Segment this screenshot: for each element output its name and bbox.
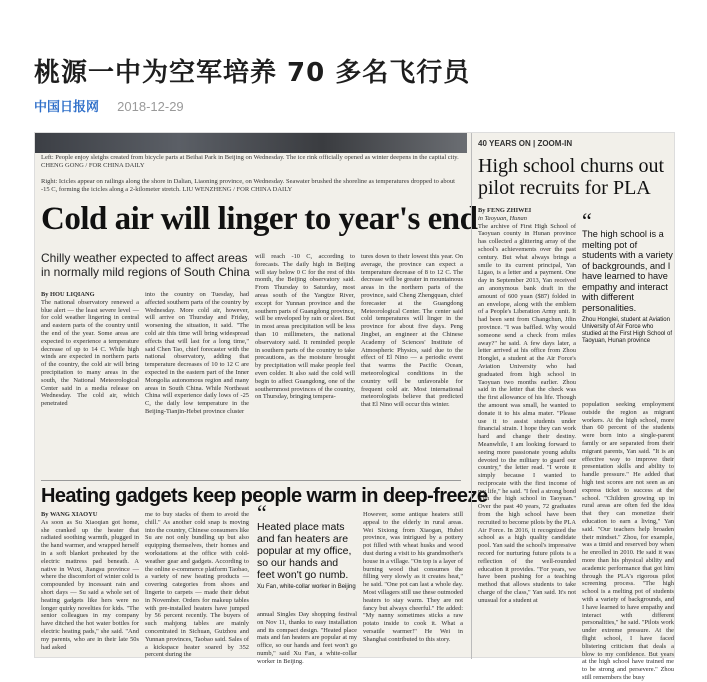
- cold-air-col-3: will reach -10 C, according to forecasts. The daily high in Beijing will stay below 0 C for the rest of this month, the Beijing observatory said. From Thursday to Saturday, most areas south of the Yangtze River, except for Yunnan province and the southern parts of Guangdong province, will be enveloped by rain or sleet. But in most areas precipitation will be less than 10 millimeters, the national observatory said. It reminded people in southern parts of the country to take precautions, as the moisture brought by precipitation will make people feel even colder. It also said the cold will begin to affect Guangdong, one of the southernmost provinces of the country, on Thursday, bringing tempera-: [255, 253, 355, 401]
- section-divider: [41, 480, 461, 481]
- photo-caption-right: Right: Icicles appear on railings along the shore in Dalian, Liaoning province, on Wednesday. Seawater brushed the shoreline as temperatures dropped to about -15 C, forming the icicles along a 2-kilometer stretch. LIU WENZHENG / FOR CHINA DAILY: [41, 178, 455, 193]
- cold-air-col-1: [41, 291, 139, 477]
- article-meta: [34, 96, 184, 115]
- cold-air-col-2: into the country on Tuesday, had affected southern parts of the country by Wednesday. More cold air, however, will arrive on Thursday and Friday, worsening the situation, it said. "The cold air this time will bring widespread effects that will last for a long time," said Chen Tao, chief forecaster with the national observatory, adding that temperature decreases of 10 to 12 C are expected in the eastern part of the Inner Mongolia autonomous region and many areas in South China. While Northeast China will experience daily lows of -25 C, the daily low temperature in the Beijing-Tianjin-Hebei province cluster: [145, 291, 249, 415]
- article-title: 桃源一中为空军培养 70 多名飞行员: [34, 58, 471, 88]
- pilot-byline: By FENG ZHIWEI: [478, 207, 532, 214]
- heating-headline: Heating gadgets keep people warm in deep-freeze: [41, 485, 488, 507]
- quote-mark-icon: “: [582, 208, 592, 233]
- source-link[interactable]: 中国日报网: [34, 100, 100, 115]
- right-page: [471, 133, 676, 681]
- photo-caption-left: Left: People enjoy sleighs created from bicycle parts at Beihai Park in Beijing on Wednesday. The ice rink officially opened as winter deepens in the capital city. CHENG GONG / FOR CHINA DAILY: [41, 154, 459, 169]
- quote-mark-icon: “: [257, 500, 267, 525]
- cold-air-col-4: tures down to their lowest this year. On average, the province can expect a temperature decrease of 8 to 12 C. The decrease will be greater in mountainous areas in the northern parts of the province, said Cheng Zhengquan, chief forecaster at the Guangdong Meteorological Center. The center said cold temperatures will linger in the province for about five days. Peng Jingbei, an engineer at the Chinese Academy of Sciences' Institute of Atmospheric Physics, said due to the effect of El Nino — a periodic event that warms the Pacific Ocean, meteorological conditions in the country will be unfavorable for frequent cold air. Most international meteorologists believe that predicted that El Nino will occur this winter.: [361, 253, 463, 409]
- pilot-dateline: in Taoyuan, Hunan: [478, 214, 527, 222]
- publish-date: 2018-12-29: [117, 99, 184, 114]
- heating-col-4: However, some antique heaters still appeal to the elderly in rural areas. Wei Sixiong from Xiaogan, Hubei province, was intrigued by a pottery pot filled with wheat husks and wood dust during a visit to his grandmother's house in a village. "On top is a layer of burning wood that consumes the filling very slowly as it creates heat," he said. "One pot can last a whole day. Most villagers still use these outmoded heaters to stay warm. They are not fancy but always cheerful." He added: "My nanny sometimes sticks a raw potato inside to cook it. What a versatile warmer!" He Wei in Shanghai contributed to this story.: [363, 511, 463, 643]
- cold-air-text-1: The national observatory renewed a blue alert — the least severe level — for cold weather lingering in central and eastern parts of the country until the end of the year. Some areas are expected to experience a temperature decrease of up to 14 C. While high winds are expected in northern parts of the country, the cold air will bring precipitation to many areas in the south, the National Meteorological Center said in a media release on Wednesday. The cold air, which penetrated: [41, 298, 139, 408]
- winter-photo: [35, 133, 467, 153]
- pilot-pull-quote: [582, 208, 674, 345]
- cold-air-headline: Cold air will linger to year's end: [41, 201, 478, 237]
- heating-col-1: [41, 511, 139, 659]
- pilot-headline: High school churns out pilot recruits for PLA: [478, 155, 665, 199]
- heating-col-3: annual Singles Day shopping festival on Nov 11, thanks to easy installation and its compact design. "Heated place mats and fan heaters are popular at my office, so our hands and feet won't go numb," said Xu Fan, a white-collar worker in Beijing.: [257, 611, 357, 665]
- heating-col-2: me to buy stacks of them to avoid the chill." As another cold snap is moving into the country, Chinese consumers like Su are not only bundling up but also equipping themselves, their homes and workstations at the office with cold-weather gear and gadgets. According to the online e-commerce platform Taobao, a variety of new heating products — covering categories from shoes and lingerie to carpets — made their debut in November. Orders for makeup tables with pre-installed heaters have jumped by 56 percent recently. The buyers of such mahjong tables are mainly concentrated in Sichuan, Guizhou and Yunnan provinces, Taobao said. Sales of a kickspace heater soared by 352 percent during the: [145, 511, 249, 659]
- heating-quote-attr: Xu Fan, white-collar worker in Beijing: [257, 584, 356, 590]
- cold-air-byline: By HOU LIQIANG: [41, 291, 95, 298]
- pilot-col-1: [478, 207, 576, 659]
- left-page: [35, 133, 488, 665]
- cold-air-subhead: Chilly weather expected to affect areas in normally mild regions of South China: [41, 251, 250, 279]
- section-tag: 40 YEARS ON | ZOOM-IN: [478, 139, 573, 148]
- pilot-text-1: The archive of First High School of Taoyuan county in Hunan province has collected a glittering array of the school's achievements over the past century. But what always brings a smile to its current principal, Yan Ligao, is a letter and a payment. One day in September 2013, Yan received an anonymous bank draft in the amount of 600 yuan ($87) folded in an envelope, along with the emblem of a People's Liberation Army unit. It had been sent from Changchun, Jilin province. "I was baffled. Why would someone send a check from miles away?" he said. A few days later, a letter arrived at his office from Zhou Honglei, a student at the Air Force's Aviation University who had graduated from high school in Taoyuan two months earlier. Zhou said in the letter that the check was the first allowance of his life. Though the amount was small, he wanted to donate it to his alma mater. "Please use it to assist students under financial strain. I hope they can work hard and change their destiny. Meanwhile, I am looking forward to seeing more passionate young adults devoted to the military to guard our country," the letter read. "I wrote it simply because I wanted to reciprocate with the first income of my life," he said. "I feel a strong bond with the high school in Taoyuan." Over the past 40 years, 72 graduates from the high school have been recruited to become pilots by the PLA Air Force. In 2016, it recognized the school as a high quality candidate pool. Yan said the school's impressive record for nurturing future pilots is a reflection of the well-rounded education it provides. "For years, we have been pushing for a teaching method that allows students to take charge of the class," Yan said. It's not unusual for a student at: [478, 222, 576, 604]
- heating-quote-text: Heated place mats and fan heaters are popular at my office, so our hands and feet won't go numb.: [257, 521, 352, 581]
- newspaper-image: [34, 132, 675, 681]
- heating-text-1: As soon as Su Xiaoqian got home, she cranked up the heater that radiated soothing warmth, plugged in the hand warmer, and wrapped herself in a soft blanket preheated by the electric mattress pad beneath. A native in Wuxi, Jiangsu province — where the discomfort of winter cold is compounded by incessant rain and short days — Su said a whole set of heating gadgets like hers were no longer quirky novelties for kids. "The senior colleagues in my company have ditched the hot water bottles for electric heating pads," she said. "And my parents, who are in their late 50s had asked: [41, 518, 139, 651]
- heating-pull-quote: [257, 500, 357, 591]
- pilot-quote-attr: Zhou Honglei, student at Aviation University of Air Force who studied at the First High School of Taoyuan, Hunan province: [582, 317, 673, 344]
- pilot-col-2: population seeking employment outside the region as migrant workers. At the high school, more than 60 percent of the students were born into a single-parent family or are separated from their migrant parents, Yan said. "It is an effective way to improve their presentation skills and ability to handle pressure." He added that high test scores are not seen as an express ticket to success at the school. "Children growing up in rural areas are often fed the idea that they can monetize their education to earn a living," Yan said. "Our teachers help broaden their mindset." Zhou, for example, was a timid and reserved boy when he enrolled in 2010. He said it was more than his physical ability and academic performance that got him through the PLA's rigorous pilot screening process. "The high school is a melting pot of students with a variety of backgrounds, and I have learned to have empathy and interact with different personalities," he said. "Pilots work under extreme pressure. At the flight school, I have faced blistering criticism that deals a blow to my confidence. But years at the high school have trained me to be strong and persevere." Zhou still remembers the busy: [582, 401, 674, 681]
- heating-byline: By WANG XIAOYU: [41, 511, 98, 518]
- pilot-quote-text: The high school is a melting pot of students with a variety of backgrounds, and I have learned to have empathy and interact with different personalities.: [582, 229, 673, 313]
